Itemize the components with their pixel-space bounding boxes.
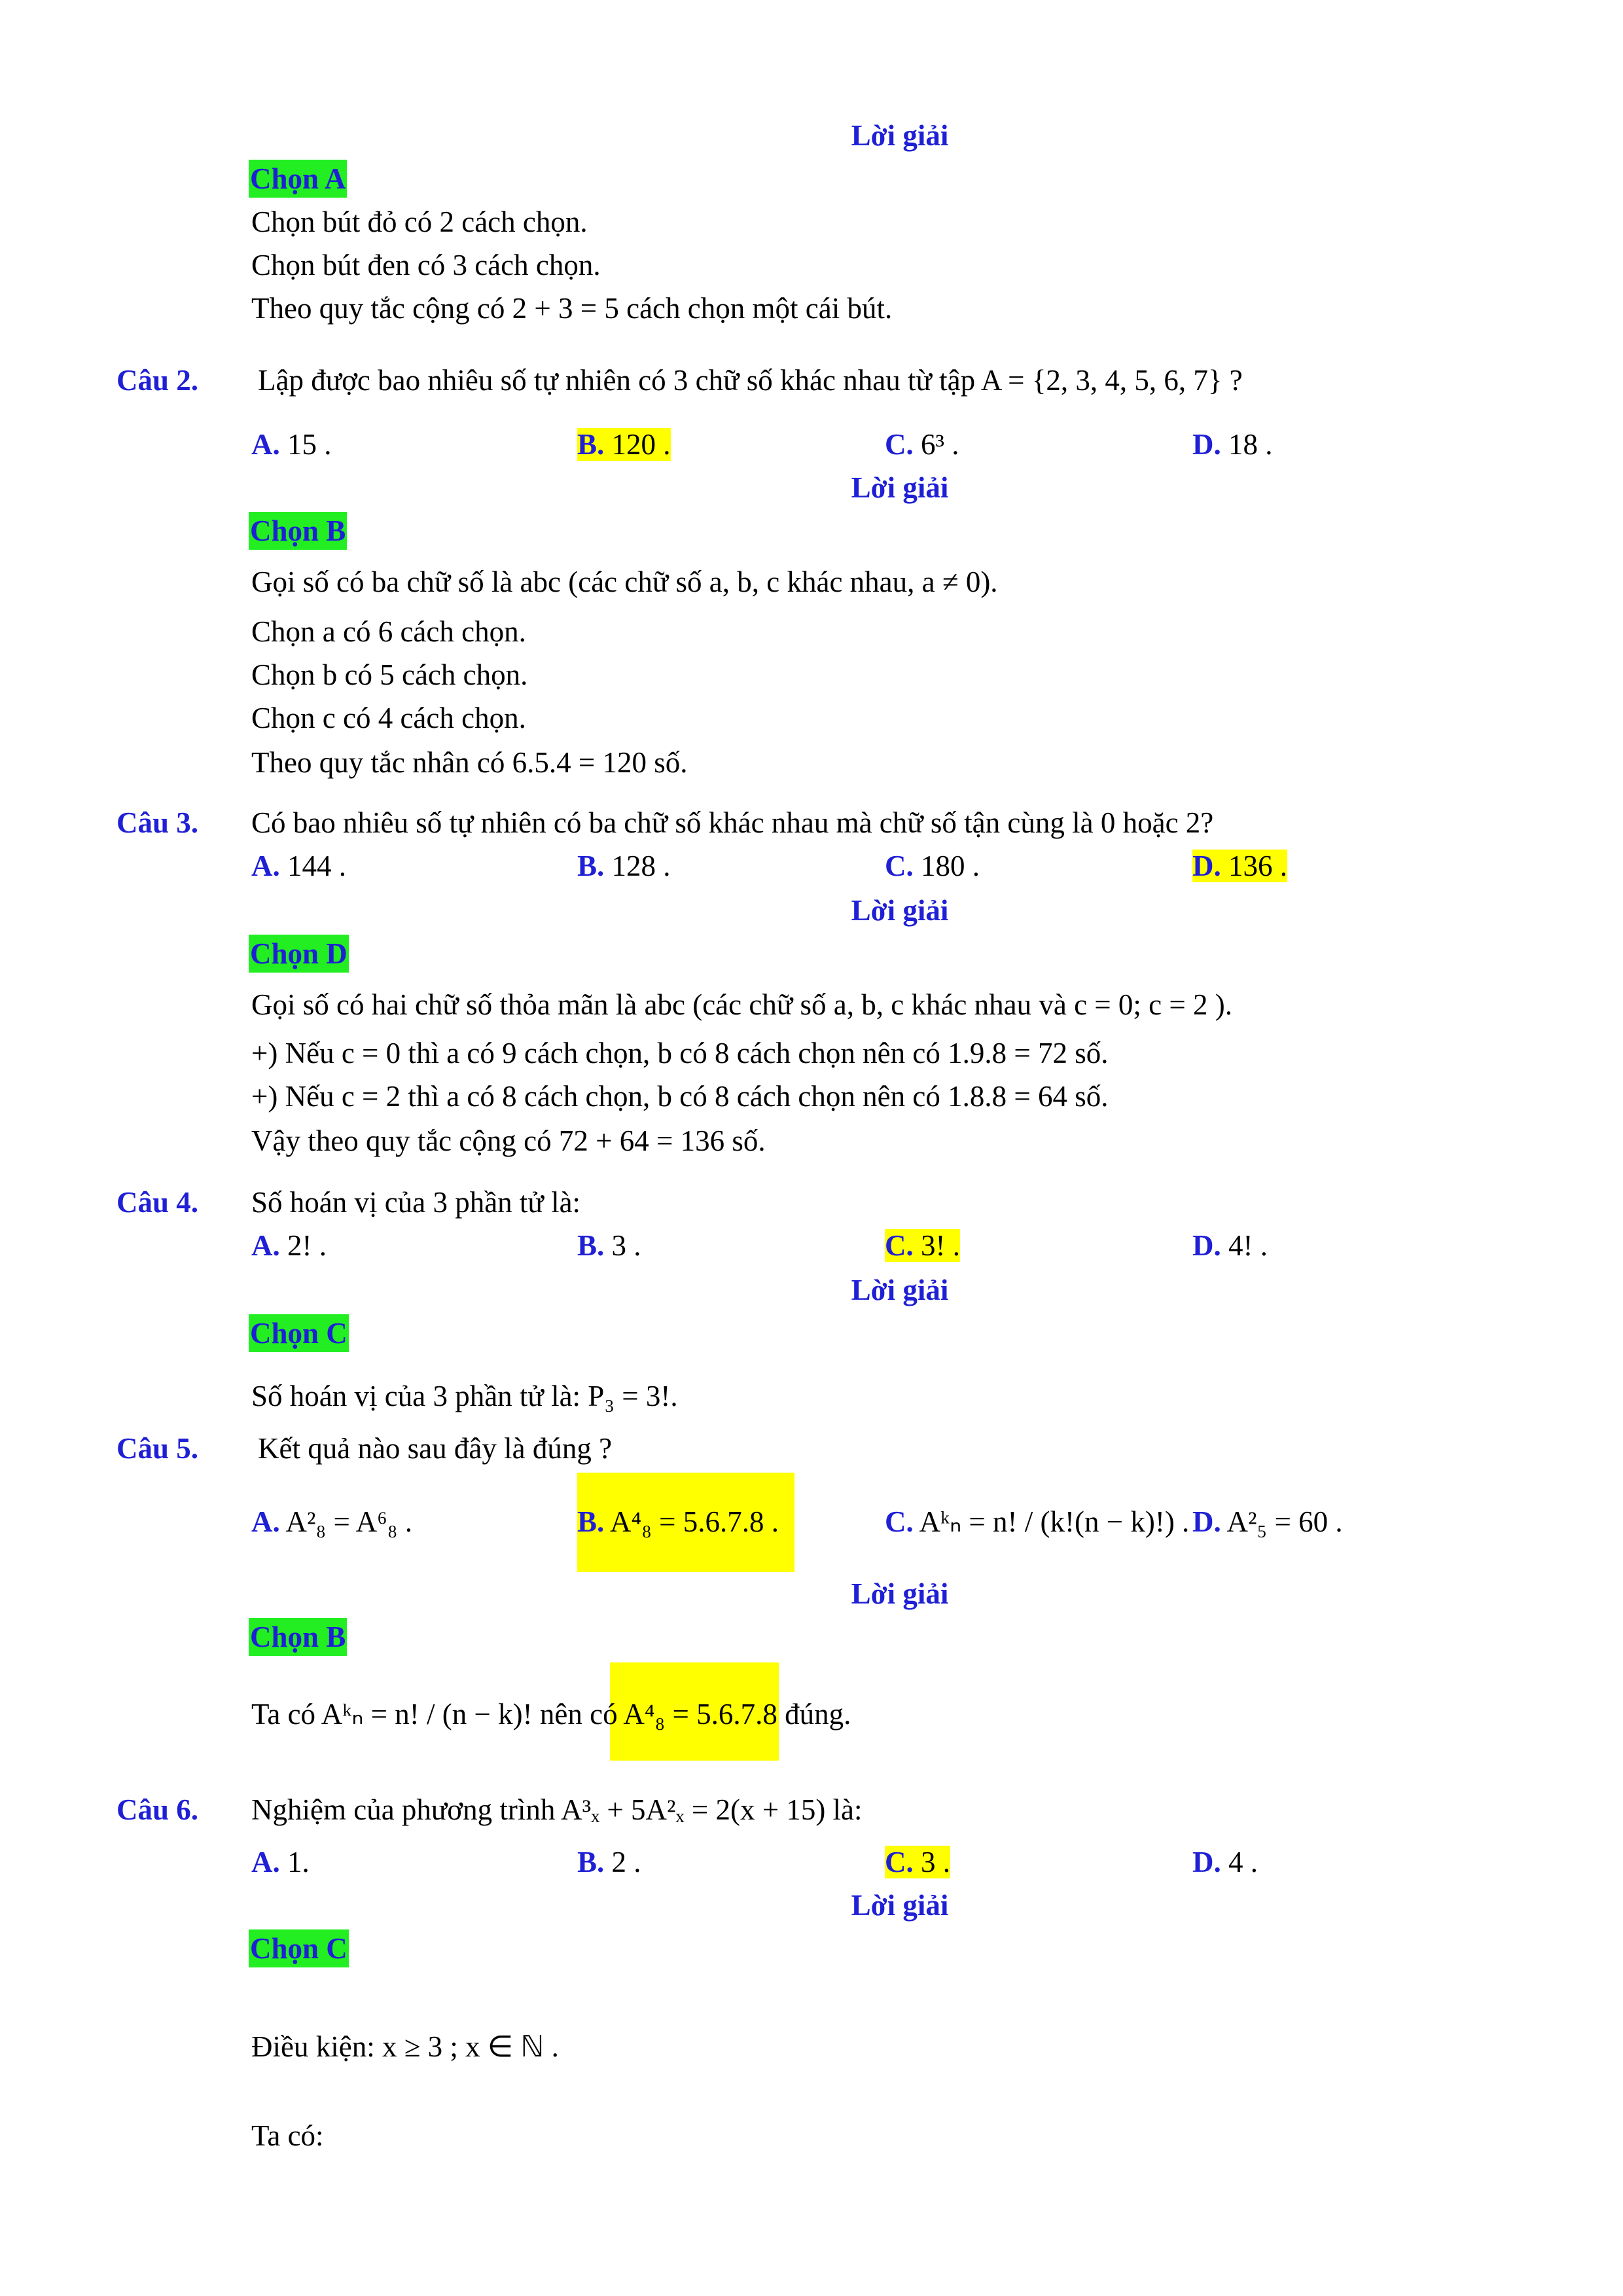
option-b-q6[interactable]: B. 2 . [577, 1846, 641, 1878]
option-c-q6[interactable]: C. 3 . [885, 1846, 950, 1878]
q4-line-1: Số hoán vị của 3 phần tử là: P₃ = 3!. [251, 1380, 678, 1412]
option-c-q2[interactable]: C. 6³ . [885, 428, 959, 461]
solution-heading-q4: Lời giải [851, 1274, 949, 1306]
question-label-q2: Câu 2. [116, 364, 199, 397]
solution-heading-q1: Lời giải [851, 119, 949, 152]
question-label-q4: Câu 4. [116, 1186, 199, 1219]
question-text-q4: Số hoán vị của 3 phần tử là: [251, 1186, 581, 1219]
question-text-q2: Lập được bao nhiêu số tự nhiên có 3 chữ số khác nhau từ tập A = {2, 3, 4, 5, 6, 7} ? [258, 364, 1243, 397]
q6-line-2: Ta có: [251, 2119, 324, 2152]
q3-line-2: +) Nếu c = 0 thì a có 9 cách chọn, b có 8 cách chọn nên có 1.9.8 = 72 số. [251, 1037, 1109, 1069]
option-a-q2[interactable]: A. 15 . [251, 428, 332, 461]
option-b-q4[interactable]: B. 3 . [577, 1229, 641, 1262]
question-label-q5: Câu 5. [116, 1432, 199, 1465]
q2-line-3: Chọn b có 5 cách chọn. [251, 658, 528, 691]
q1-line-2: Chọn bút đen có 3 cách chọn. [251, 249, 601, 281]
option-c-q4[interactable]: C. 3! . [885, 1229, 960, 1262]
q6-line-1: Điều kiện: x ≥ 3 ; x ∈ ℕ . [251, 2030, 559, 2063]
solution-heading-q2: Lời giải [851, 471, 949, 504]
question-label-q3: Câu 3. [116, 806, 199, 839]
q2-line-5: Theo quy tắc nhân có 6.5.4 = 120 số. [251, 746, 688, 779]
option-d-q4[interactable]: D. 4! . [1192, 1229, 1268, 1262]
q1-line-1: Chọn bút đỏ có 2 cách chọn. [251, 206, 588, 238]
q2-line-2: Chọn a có 6 cách chọn. [251, 615, 526, 648]
option-d-q6[interactable]: D. 4 . [1192, 1846, 1258, 1878]
solution-heading-q3: Lời giải [851, 894, 949, 927]
option-b-q3[interactable]: B. 128 . [577, 850, 671, 882]
q1-line-3: Theo quy tắc cộng có 2 + 3 = 5 cách chọn một cái bút. [251, 292, 893, 325]
q2-line-4: Chọn c có 4 cách chọn. [251, 702, 526, 734]
q3-line-3: +) Nếu c = 2 thì a có 8 cách chọn, b có 8 cách chọn nên có 1.8.8 = 64 số. [251, 1080, 1109, 1113]
solution-heading-q5: Lời giải [851, 1577, 949, 1610]
answer-tag-q2: Chọn B [249, 512, 347, 550]
answer-tag-q6: Chọn C [249, 1929, 349, 1967]
question-text-q5: Kết quả nào sau đây là đúng ? [258, 1432, 613, 1465]
option-a-q6[interactable]: A. 1. [251, 1846, 310, 1878]
option-d-q5[interactable]: D. A²₅ = 60 . [1192, 1505, 1343, 1538]
option-b-q2[interactable]: B. 120 . [577, 428, 671, 461]
solution-heading-q6: Lời giải [851, 1889, 949, 1922]
option-b-q5[interactable]: B. A⁴₈ = 5.6.7.8 . [577, 1505, 779, 1538]
answer-tag-q3: Chọn D [249, 935, 349, 973]
option-d-q2[interactable]: D. 18 . [1192, 428, 1273, 461]
answer-tag-q1: Chọn A [249, 160, 347, 198]
option-a-q3[interactable]: A. 144 . [251, 850, 346, 882]
option-c-q3[interactable]: C. 180 . [885, 850, 980, 882]
q3-line-4: Vậy theo quy tắc cộng có 72 + 64 = 136 số. [251, 1124, 766, 1157]
option-c-q5[interactable]: C. Aᵏₙ = n! / (k!(n − k)!) . [885, 1505, 1190, 1538]
q5-line-1: Ta có Aᵏₙ = n! / (n − k)! nên có A⁴₈ = 5.6.7.8 đúng. [251, 1698, 851, 1731]
question-text-q6: Nghiệm của phương trình A³ₓ + 5A²ₓ = 2(x + 15) là: [251, 1793, 863, 1826]
q2-line-1: Gọi số có ba chữ số là abc (các chữ số a, b, c khác nhau, a ≠ 0). [251, 565, 998, 598]
answer-tag-q4: Chọn C [249, 1314, 349, 1352]
q3-line-1: Gọi số có hai chữ số thỏa mãn là abc (các chữ số a, b, c khác nhau và c = 0; c = 2 ). [251, 988, 1233, 1021]
question-label-q6: Câu 6. [116, 1793, 199, 1826]
option-a-q5[interactable]: A. A²₈ = A⁶₈ . [251, 1505, 412, 1538]
option-a-q4[interactable]: A. 2! . [251, 1229, 327, 1262]
question-text-q3: Có bao nhiêu số tự nhiên có ba chữ số khác nhau mà chữ số tận cùng là 0 hoặc 2? [251, 806, 1214, 839]
option-d-q3[interactable]: D. 136 . [1192, 850, 1287, 882]
answer-tag-q5: Chọn B [249, 1618, 347, 1656]
